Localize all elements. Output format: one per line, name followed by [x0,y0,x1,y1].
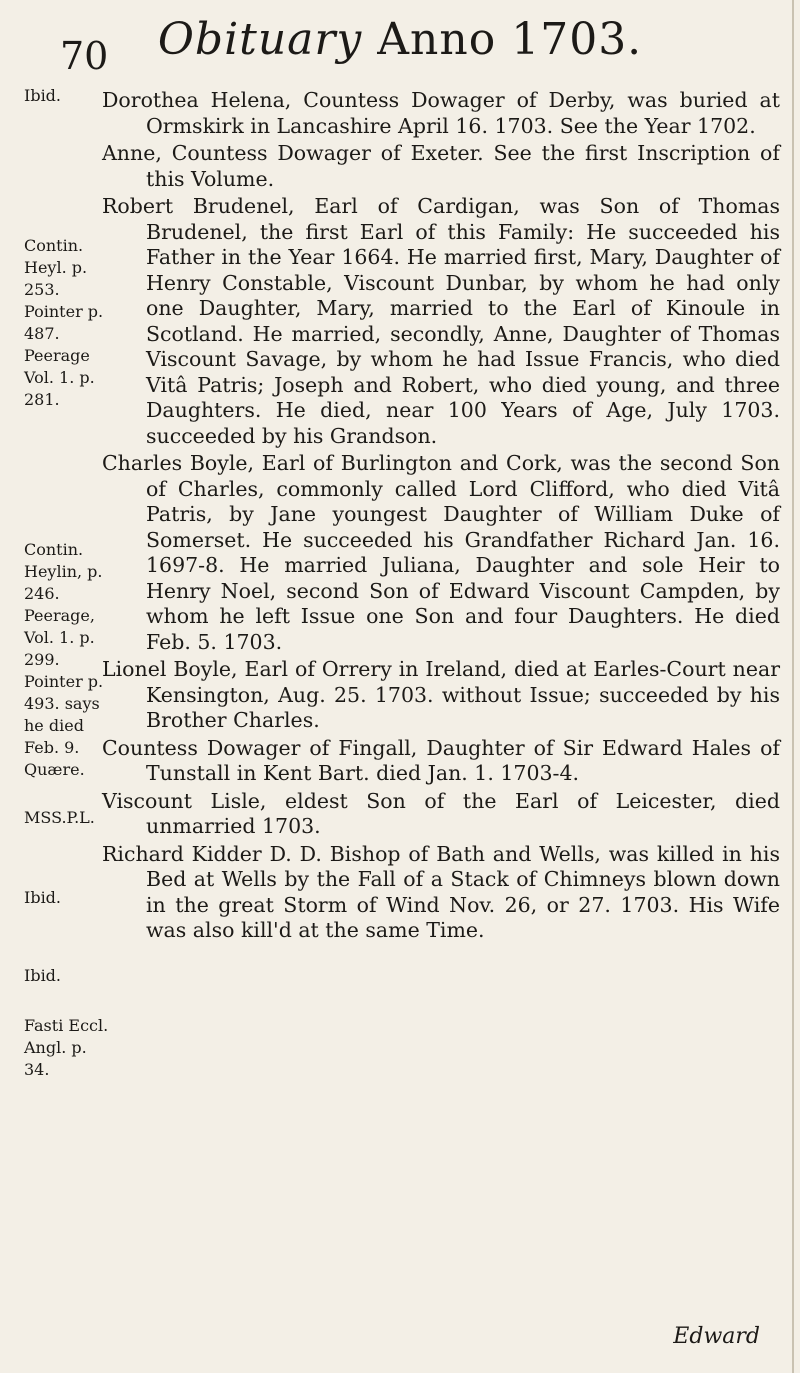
page-number: 70 [60,34,109,78]
obituary-entry: Richard Kidder D. D. Bishop of Bath and Wells, was killed in his Bed at Wells by the Fall of a Stack of Chimneys blown down in the great Storm of Wind Nov. 26, or 27. 1703. His Wife was also kill'd at the same Time. [102,841,780,942]
obituary-entry: Robert Brudenel, Earl of Cardigan, was Son of Thomas Brudenel, the first Earl of this Family: He succeeded his Father in the Year 1664. He married first, Mary, Daughter of Henry Constable, Viscount Dunbar, by whom he had only one Daughter, Mary, married to the Earl of Kinoule in Scotland. He married, secondly, Anne, Daughter of Thomas Viscount Savage, by whom he had Issue Francis, who died Vitâ Patris; Joseph and Robert, who died young, and three Daughters. He died, near 100 Years of Age, July 1703. succeeded by his Grandson. [102,194,780,448]
obituary-entry: Anne, Countess Dowager of Exeter. See the first Inscription of this Volume. [102,141,780,191]
margin-note: Contin. Heyl. p. 253. Pointer p. 487. Peerage Vol. 1. p. 281. [24,236,104,409]
margin-note: MSS.P.L. [24,808,95,827]
obituary-text [102,88,780,946]
margin-note: Ibid. [24,86,62,105]
obituary-entry: Viscount Lisle, eldest Son of the Earl of Leicester, died unmarried 1703. [102,788,780,838]
margin-note: Ibid. [24,966,62,985]
page-edge-shadow [792,0,794,1373]
obituary-entry: Countess Dowager of Fingall, Daughter of Sir Edward Hales of Tunstall in Kent Bart. died Jan. 1. 1703-4. [102,735,780,785]
margin-note: Ibid. [24,888,62,907]
obituary-entry: Lionel Boyle, Earl of Orrery in Ireland, died at Earles-Court near Kensington, Aug. 25. 1703. without Issue; succeeded by his Brother Charles. [102,657,780,732]
margin-note: Contin. Heylin, p. 246. Peerage, Vol. 1. p. 299. Pointer p. 493. says he died Feb. 9. Quære. [24,540,104,779]
catchword: Edward [673,1324,760,1349]
obituary-entry: Dorothea Helena, Countess Dowager of Derby, was buried at Ormskirk in Lancashire April 16. 1703. See the Year 1702. [102,88,780,138]
running-title [0,14,800,65]
obituary-entry: Charles Boyle, Earl of Burlington and Cork, was the second Son of Charles, commonly called Lord Clifford, who died Vitâ Patris, by Jane youngest Daughter of William Duke of Somerset. He succeeded his Grandfather Richard Jan. 16. 1697-8. He married Juliana, Daughter and sole Heir to Henry Noel, second Son of Edward Viscount Campden, by whom he left Issue one Son and four Daughters. He died Feb. 5. 1703. [102,451,780,654]
running-title-year: Anno 1703. [377,14,643,65]
margin-note: Fasti Eccl. Angl. p. 34. [24,1016,109,1079]
running-title-word: Obituary [157,14,363,65]
